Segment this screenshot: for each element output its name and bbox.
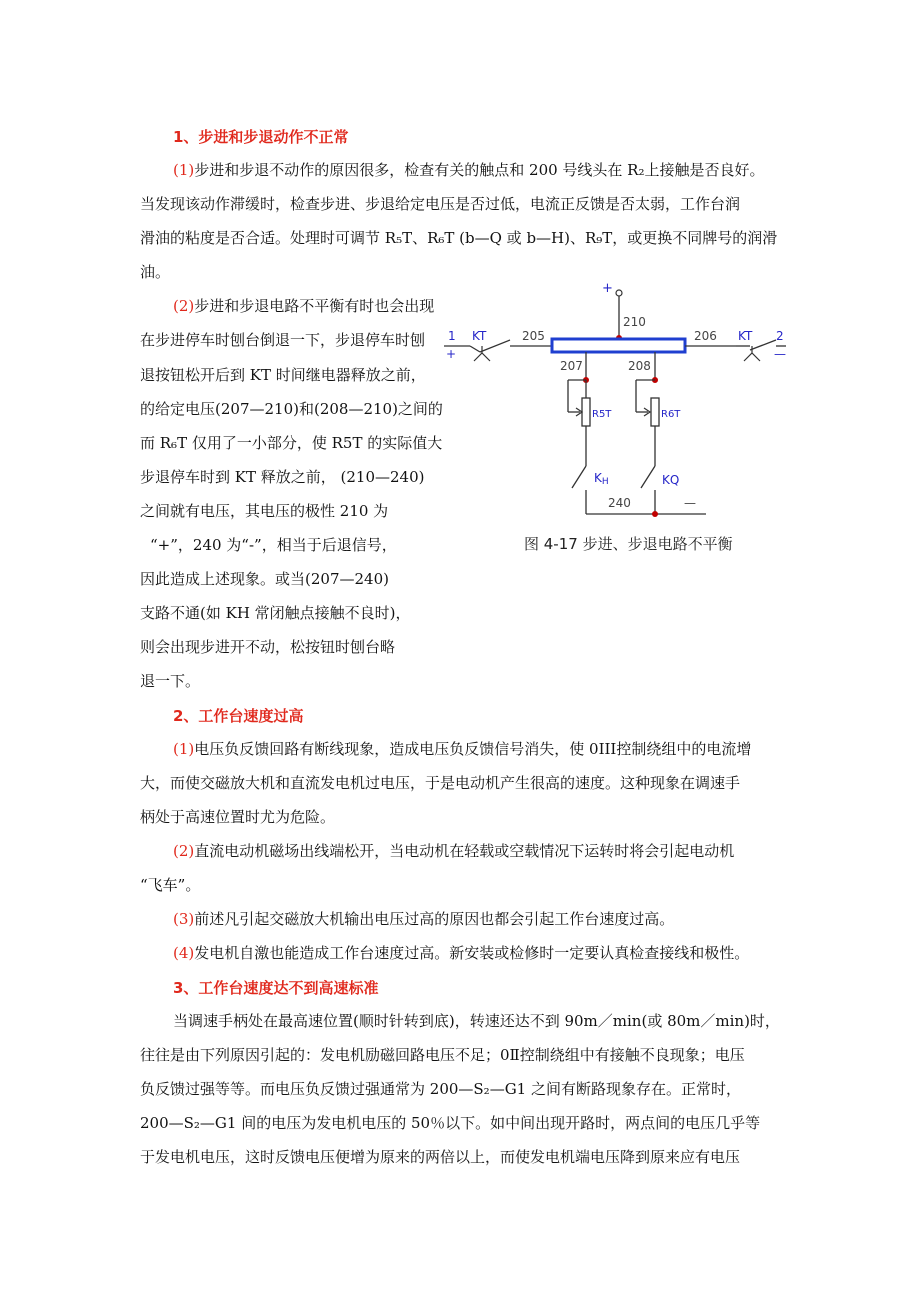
supply-plus: + — [602, 281, 613, 296]
node-205-label: 205 — [522, 329, 545, 343]
text-line: 而 R₆T 仅用了一小部分，使 R5T 的实际值大 — [140, 434, 443, 452]
text-line: (2)步进和步退电路不平衡有时也会出现 — [173, 297, 435, 315]
text-line: 当发现该动作滞缓时，检查步进、步退给定电压是否过低，电流正反馈是否太弱，工作台润 — [140, 195, 741, 213]
text-line: 退按钮松开后到 KT 时间继电器释放之前， — [140, 366, 426, 384]
text-line: (2)直流电动机磁场出线端松开，当电动机在轻载或空载情况下运转时将会引起电动机 — [173, 842, 735, 860]
text-line: 柄处于高速位置时尤为危险。 — [140, 808, 336, 826]
text-line: 大，而使交磁放大机和直流发电机过电压，于是电动机产生很高的速度。这种现象在调速手 — [140, 774, 741, 792]
kt-left-label: KT — [472, 329, 487, 343]
text-line: 当调速手柄处在最高速位置(顺时针转到底)，转速还达不到 90m／min(或 80m／min)时， — [173, 1012, 780, 1030]
text-line: 支路不通(如 KH 常闭触点接触不良时)， — [140, 604, 411, 622]
node-240-label: 240 — [608, 496, 631, 510]
terminal-2-label: 2 — [776, 329, 784, 343]
section-heading: 1、步进和步退动作不正常 — [173, 128, 349, 146]
node-210-label: 210 — [623, 315, 646, 329]
text-line: 则会出现步进开不动，松按钮时刨台略 — [140, 638, 396, 656]
circuit-diagram — [440, 278, 820, 528]
text-line: 负反馈过强等等。而电压负反馈过强通常为 200—S₂—G1 之间有断路现象存在。正常时， — [140, 1080, 741, 1098]
kh-label: KH — [594, 471, 609, 487]
r5t-label: R5T — [592, 409, 612, 420]
node-206-label: 206 — [694, 329, 717, 343]
terminal-plus-label: + — [446, 347, 457, 361]
text-line: 油。 — [140, 263, 171, 281]
bottom-minus-label: — — [684, 496, 696, 510]
text-line: 滑油的粘度是否合适。处理时可调节 R₅T、R₆T (b—Q 或 b—H)、R₉T，或更换不同牌号的润滑 — [140, 229, 778, 247]
text-line: 200—S₂—G1 间的电压为发电机电压的 50％以下。如中间出现开路时，两点间的电压几乎等 — [140, 1114, 761, 1132]
item-number: (4) — [173, 944, 195, 962]
kq-label: KQ — [662, 473, 680, 487]
text-line: 之间就有电压，其电压的极性 210 为 — [140, 502, 389, 520]
r6t-label: R6T — [661, 409, 681, 420]
text-line: (1)电压负反馈回路有断线现象，造成电压负反馈信号消失，使 0III控制绕组中的电流增 — [173, 740, 752, 758]
item-number: (1) — [173, 740, 195, 758]
node-208-label: 208 — [628, 359, 651, 373]
text-line: 的给定电压(207—210)和(208—210)之间的 — [140, 400, 443, 418]
terminal-minus-label: — — [774, 347, 786, 361]
text-line: (1)步进和步退不动作的原因很多，检查有关的触点和 200 号线头在 R₂上接触是否良好。 — [173, 161, 765, 179]
item-number: (2) — [173, 297, 195, 315]
terminal-1-label: 1 — [448, 329, 456, 343]
node-207-label: 207 — [560, 359, 583, 373]
text-line: 在步进停车时刨台倒退一下，步退停车时刨 — [140, 331, 426, 349]
item-number: (3) — [173, 910, 195, 928]
text-line: 步退停车时到 KT 释放之前， (210—240) — [140, 468, 425, 486]
text-line: (3)前述凡引起交磁放大机输出电压过高的原因也都会引起工作台速度过高。 — [173, 910, 675, 928]
text-line: “飞车”。 — [140, 876, 201, 894]
text-line: (4)发电机自激也能造成工作台速度过高。新安装或检修时一定要认真检查接线和极性。 — [173, 944, 750, 962]
section-heading: 2、工作台速度过高 — [173, 707, 304, 725]
figure-caption: 图 4-17 步进、步退电路不平衡 — [524, 535, 733, 553]
text-line: 退一下。 — [140, 672, 201, 690]
text-line: 往往是由下列原因引起的：发电机励磁回路电压不足；0Ⅱ控制绕组中有接触不良现象；电压 — [140, 1046, 745, 1064]
text-line: 因此造成上述现象。或当(207—240) — [140, 570, 389, 588]
text-line: “+”，240 为“-”，相当于后退信号， — [150, 536, 397, 554]
kt-right-label: KT — [738, 329, 753, 343]
item-number: (1) — [173, 161, 195, 179]
section-heading: 3、工作台速度达不到高速标准 — [173, 979, 379, 997]
item-number: (2) — [173, 842, 195, 860]
text-line: 于发电机电压，这时反馈电压便增为原来的两倍以上，而使发电机端电压降到原来应有电压 — [140, 1148, 741, 1166]
